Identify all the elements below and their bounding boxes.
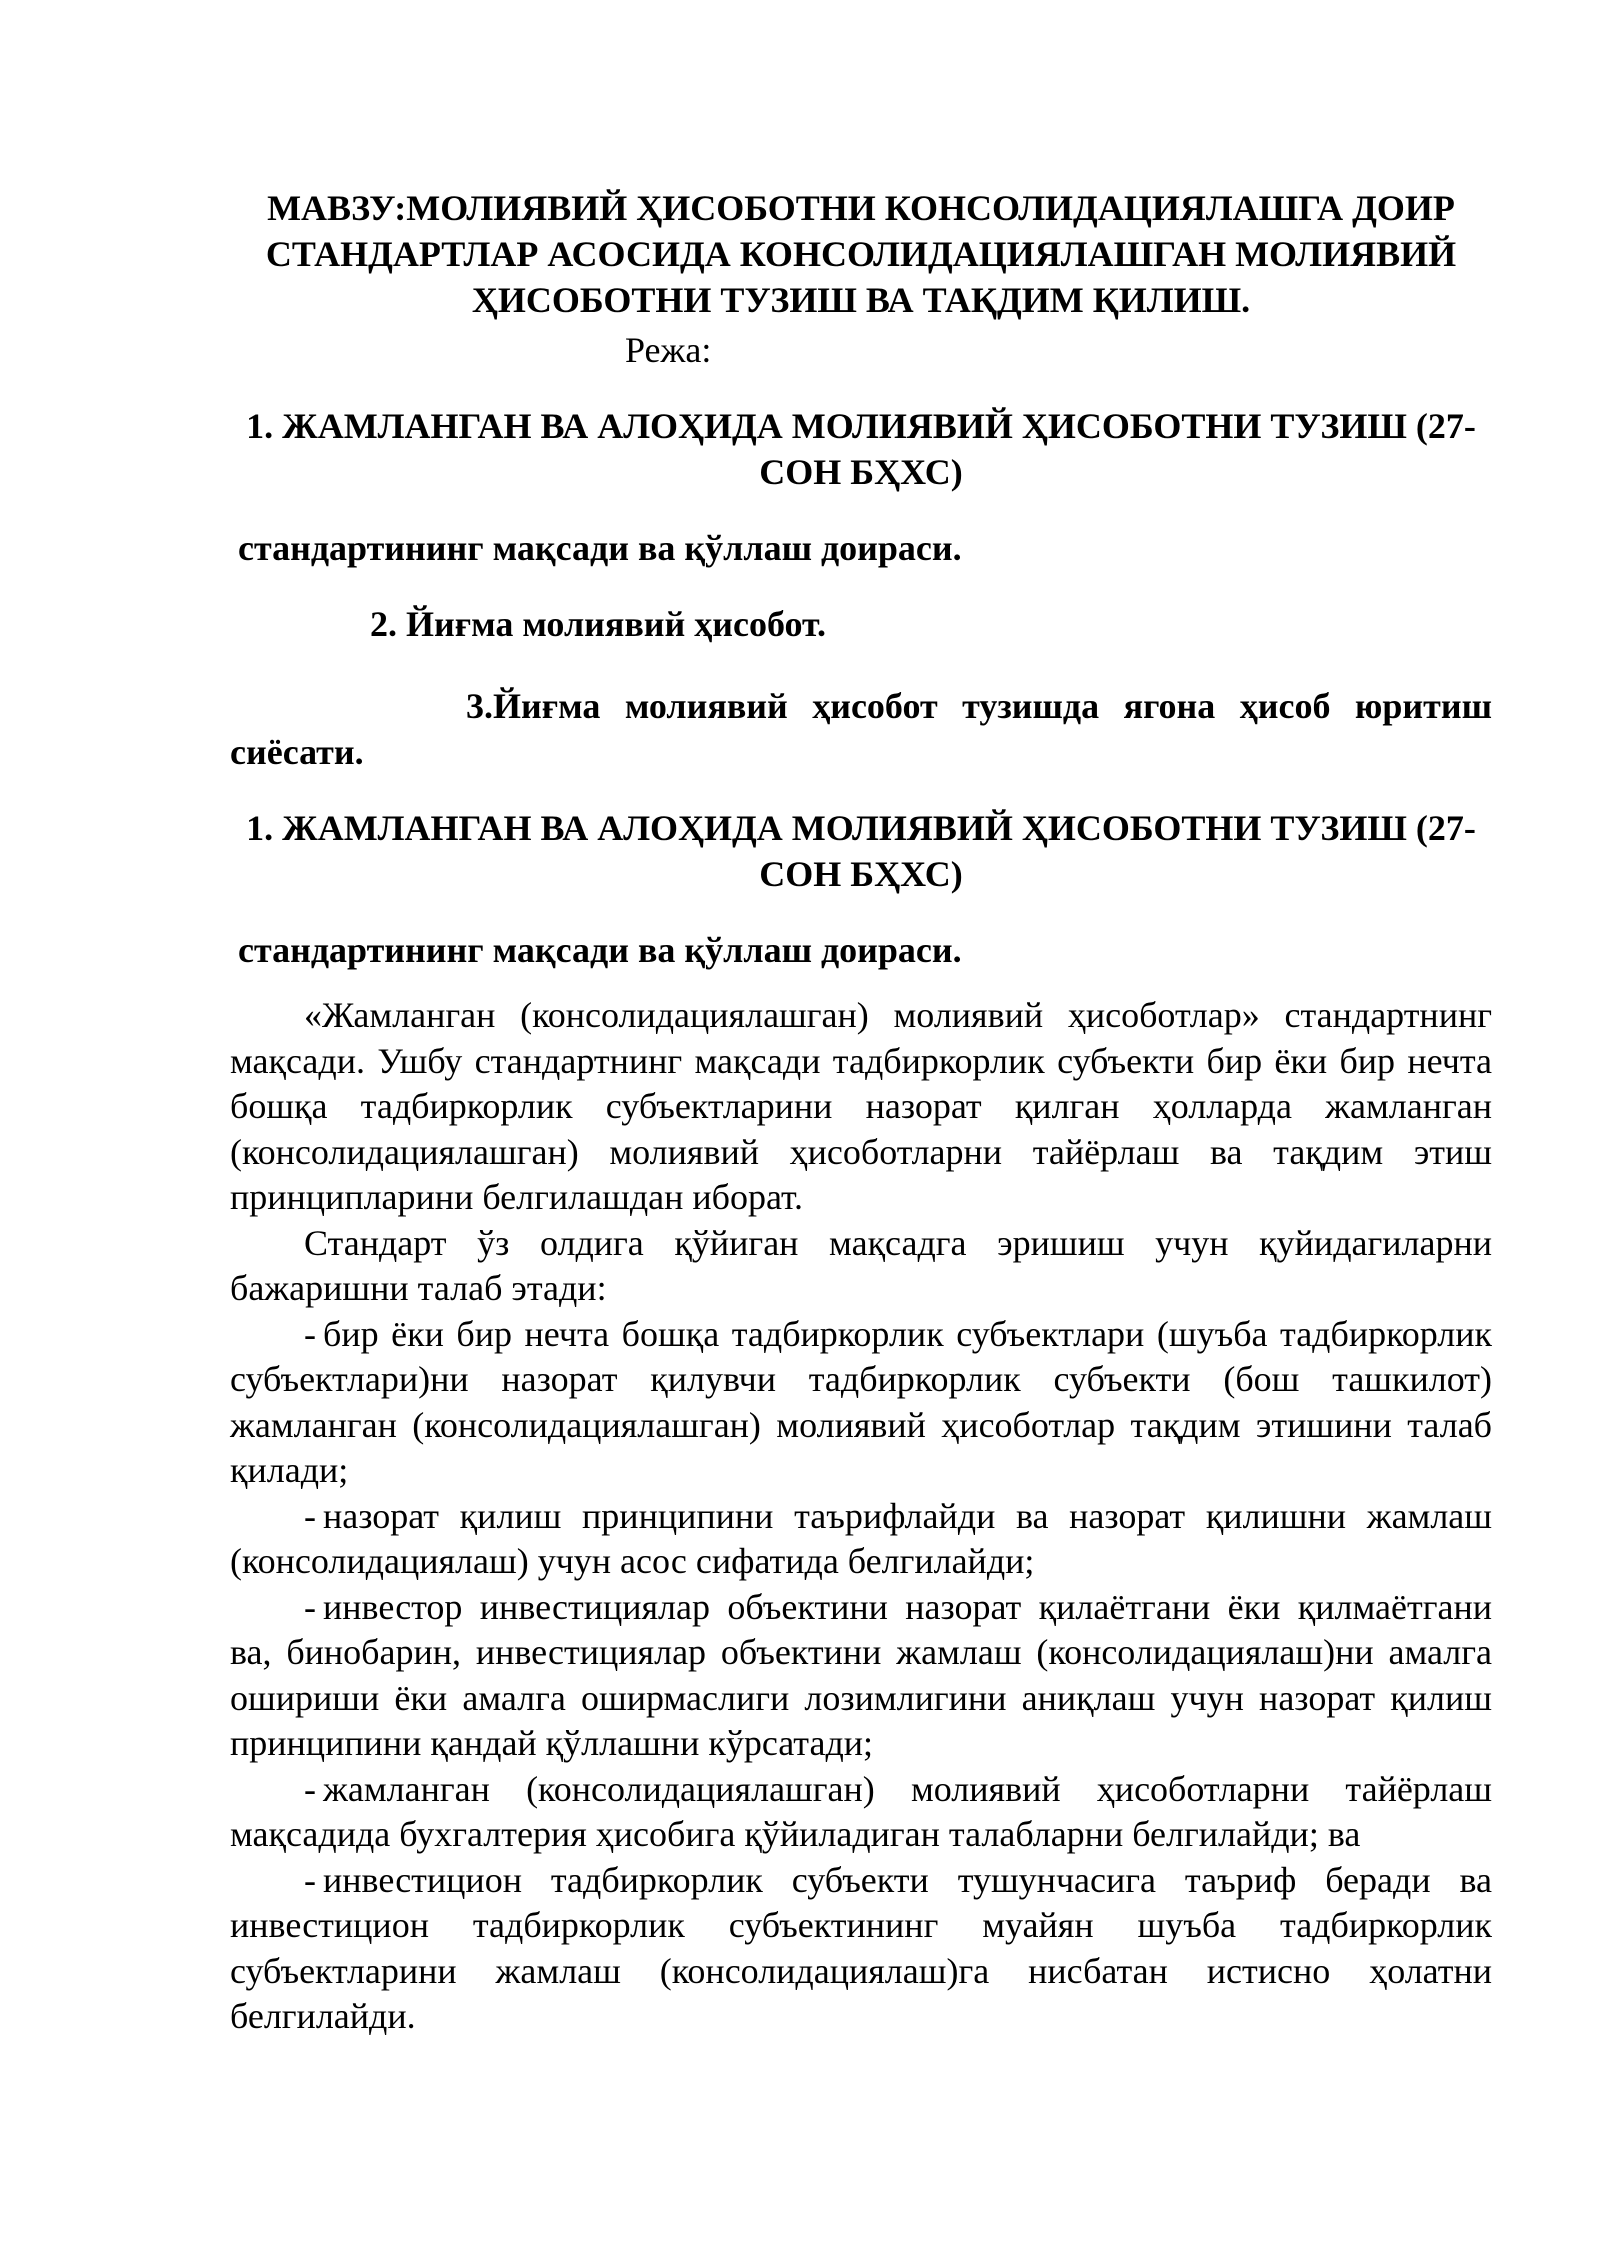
bullet-dash: -: [304, 1495, 316, 1536]
section1-subtitle: стандартининг мақсади ва қўллаш доираси.: [238, 930, 962, 970]
list-item-text: бир ёки бир нечта бошқа тадбиркорлик субъектлари (шуъба тадбиркорлик субъектлари)ни назорат қилувчи тадбиркорлик субъекти (бош ташкилот) жамланган (консолидациялашган) молиявий ҳисоботлар тақдим этишини талаб қилади;: [230, 1313, 1492, 1490]
bullet-dash: -: [304, 1586, 316, 1627]
plan-item3: 3.Йиғма молиявий ҳисобот тузишда ягона ҳисоб юритиш сиёсати.: [230, 686, 1492, 772]
list-item: [230, 1767, 1492, 1858]
bullet-dash: -: [304, 1768, 316, 1809]
list-item-text: назорат қилиш принципини таърифлайди ва назорат қилишни жамлаш (консолидациялаш) учун асос сифатида белгилайди;: [230, 1495, 1492, 1581]
list-item: [230, 1312, 1492, 1494]
plan-item1-heading: 1. ЖАМЛАНГАН ВА АЛОҲИДА МОЛИЯВИЙ ҲИСОБОТНИ ТУЗИШ (27-СОН БҲХС): [246, 406, 1476, 492]
plan-item1-subtitle: стандартининг мақсади ва қўллаш доираси.: [238, 528, 962, 568]
plan-item2: 2. Йиғма молиявий ҳисобот.: [370, 604, 827, 644]
plan-label: Режа:: [625, 330, 712, 370]
document-page: [230, 170, 1492, 2040]
list-item-text: жамланган (консолидациялашган) молиявий ҳисоботларни тайёрлаш мақсадида бухгалтерия ҳисобига қўйиладиган талабларни белгилайди; ва: [230, 1768, 1492, 1854]
list-item-text: инвестицион тадбиркорлик субъекти тушунчасига таъриф беради ва инвестицион тадбиркорлик субъектининг муайян шуъба тадбиркорлик субъектларини жамлаш (консолидациялаш)га нисбатан истисно ҳолатни белгилайди.: [230, 1859, 1492, 2036]
list-item: [230, 1585, 1492, 1767]
list-item: [230, 1494, 1492, 1585]
section1-paragraph-1: «Жамланган (консолидациялашган) молиявий ҳисоботлар» стандартнинг мақсади. Ушбу стандартнинг мақсади тадбиркорлик субъекти бир ёки бир нечта бошқа тадбиркорлик субъектларини назорат қилган ҳолларда жамланган (консолидациялашган) молиявий ҳисоботларни тайёрлаш ва тақдим этиш принципларини белгилашдан иборат.: [230, 995, 1492, 1217]
document-title: МАВЗУ:МОЛИЯВИЙ ҲИСОБОТНИ КОНСОЛИДАЦИЯЛАШГА ДОИР СТАНДАРТЛАР АСОСИДА КОНСОЛИДАЦИЯЛАШГАН МОЛИЯВИЙ ҲИСОБОТНИ ТУЗИШ ВА ТАҚДИМ ҚИЛИШ.: [265, 188, 1457, 320]
section1-heading: 1. ЖАМЛАНГАН ВА АЛОҲИДА МОЛИЯВИЙ ҲИСОБОТНИ ТУЗИШ (27-СОН БҲХС): [246, 808, 1476, 894]
bullet-dash: -: [304, 1859, 316, 1900]
list-item-text: инвестор инвестициялар объектини назорат қилаётгани ёки қилмаётгани ва, бинобарин, инвестициялар объектини жамлаш (консолидациялаш)ни амалга ошириши ёки амалга оширмаслиги лозимлигини аниқлаш учун назорат қилиш принципини қандай қўллашни кўрсатади;: [230, 1586, 1492, 1763]
list-item: [230, 1858, 1492, 2040]
section1-paragraph-2: Стандарт ўз олдига қўйиган мақсадга эришиш учун қуйидагиларни бажаришни талаб этади:: [230, 1222, 1492, 1308]
bullet-dash: -: [304, 1313, 316, 1354]
